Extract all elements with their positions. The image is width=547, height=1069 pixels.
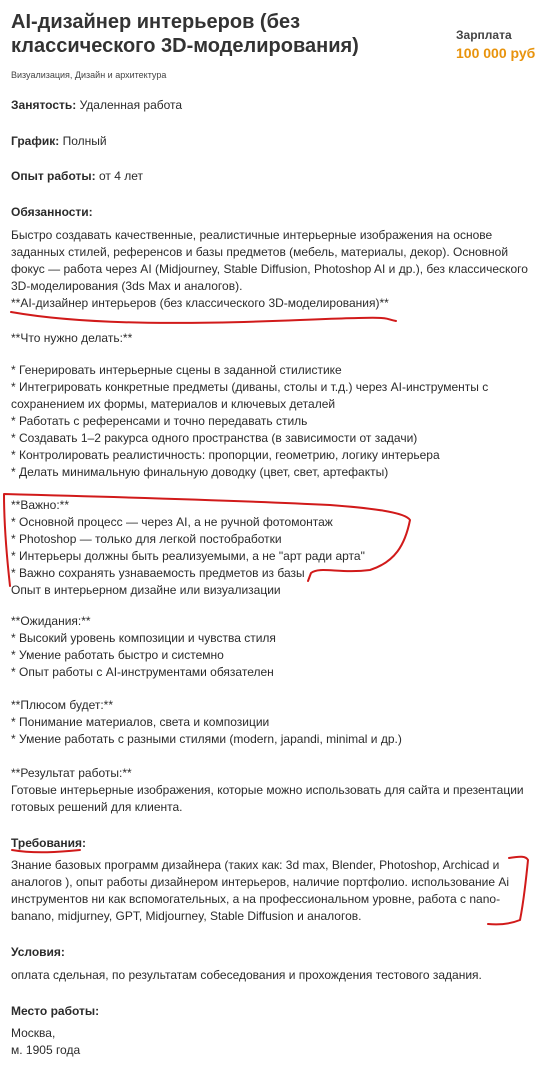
todo-list (11, 362, 541, 481)
workplace-line: Москва, (11, 1026, 56, 1040)
result-list (11, 765, 541, 816)
list-item: * Генерировать интерьерные сцены в заданной стилистике (11, 363, 342, 377)
title-underline-mark (11, 312, 396, 323)
list-item: * Опыт работы с AI-инструментами обязателен (11, 665, 274, 679)
requirements-line: инструментов ни как вспомогательных, а на профессиональном уровне, работа с nano- (11, 892, 501, 906)
duties-line: 3D-моделирования (3ds Max и аналогов). (11, 279, 243, 293)
salary-value: 100 000 руб (456, 45, 536, 61)
list-item: * Основной процесс — через AI, а не ручной фотомонтаж (11, 515, 333, 529)
list-item: Готовые интерьерные изображения, которые можно использовать для сайта и презентации (11, 783, 524, 797)
list-item: * Создавать 1–2 ракурса одного пространства (в зависимости от задачи) (11, 431, 418, 445)
category-link[interactable]: Визуализация, Дизайн и архитектура (11, 70, 167, 80)
list-item: * Интегрировать конкретные предметы (диваны, столы и т.д.) через AI-инструменты с (11, 380, 489, 394)
list-item: * Умение работать быстро и системно (11, 648, 224, 662)
duties-line: заданных стилей, референсов и базы предметов (мебель, материалы, декор). Основной (11, 245, 509, 259)
list-item: * Высокий уровень композиции и чувства стиля (11, 631, 276, 645)
duties-line: Быстро создавать качественные, реалистичные интерьерные изображения на основе (11, 228, 493, 242)
list-item: * Понимание материалов, света и композиции (11, 715, 270, 729)
experience-value: от 4 лет (98, 169, 143, 183)
title-line: AI-дизайнер интерьеров (без (11, 11, 301, 33)
workplace-line: м. 1905 года (11, 1043, 81, 1057)
list-item: * Photoshop — только для легкой постобработки (11, 532, 282, 546)
schedule-row (11, 133, 541, 150)
conditions-heading: Условия: (11, 945, 65, 959)
employment-value: Удаленная работа (79, 98, 183, 112)
requirements-text (11, 857, 541, 925)
schedule-value: Полный (62, 134, 107, 148)
experience-row (11, 168, 541, 185)
experience-label: Опыт работы: (11, 169, 96, 183)
requirements-heading: Требования: (11, 836, 86, 850)
duties-line: фокус — работа через AI (Midjourney, Stable Diffusion, Photoshop AI и др.), без классического (11, 262, 528, 276)
todo-heading: **Что нужно делать:** (11, 331, 133, 345)
vacancy-title (11, 10, 451, 58)
list-item: * Делать минимальную финальную доводку (цвет, свет, артефакты) (11, 465, 389, 479)
important-list (11, 497, 541, 599)
list-item: * Работать с референсами и точно передавать стиль (11, 414, 308, 428)
list-item: **Ожидания:** (11, 614, 91, 628)
schedule-label: График: (11, 134, 60, 148)
requirements-line: аналогов ), опыт работы дизайнером интерьеров, наличие портфолио. использование Ai (11, 875, 510, 889)
duties-text (11, 227, 541, 312)
vacancy-header (11, 0, 541, 90)
list-item: **Результат работы:** (11, 766, 132, 780)
list-item: * Важно сохранять узнаваемость предметов из базы (11, 566, 305, 580)
list-item: * Умение работать с разными стилями (modern, japandi, minimal и др.) (11, 732, 402, 746)
list-item: * Контролировать реалистичность: пропорции, геометрию, логику интерьера (11, 448, 440, 462)
list-item: **Плюсом будет:** (11, 698, 114, 712)
employment-label: Занятость: (11, 98, 77, 112)
expectations-list (11, 613, 541, 681)
requirements-line: Знание базовых программ дизайнера (таких как: 3d max, Blender, Photoshop, Archicad и (11, 858, 500, 872)
salary-label: Зарплата (456, 28, 512, 42)
vacancy-page (11, 0, 541, 1057)
list-item: Опыт в интерьерном дизайне или визуализации (11, 583, 281, 597)
conditions-text: оплата сдельная, по результатам собеседования и прохождения тестового задания. (11, 968, 482, 982)
duties-line: **AI-дизайнер интерьеров (без классического 3D-моделирования)** (11, 296, 389, 310)
requirements-line: banano, midjurney, GPT, Midjourney, Stable Diffusion и аналогов. (11, 909, 362, 923)
plus-list (11, 697, 541, 748)
list-item: сохранением их формы, материалов и ключевых деталей (11, 397, 336, 411)
duties-heading: Обязанности: (11, 205, 93, 219)
list-item: готовых решений для клиента. (11, 800, 183, 814)
list-item: * Интерьеры должны быть реализуемыми, а не "арт ради арта" (11, 549, 365, 563)
title-line: классического 3D-моделирования) (11, 35, 359, 57)
list-item: **Важно:** (11, 498, 70, 512)
workplace-heading: Место работы: (11, 1004, 100, 1018)
workplace-address (11, 1025, 541, 1059)
employment-row (11, 97, 541, 114)
